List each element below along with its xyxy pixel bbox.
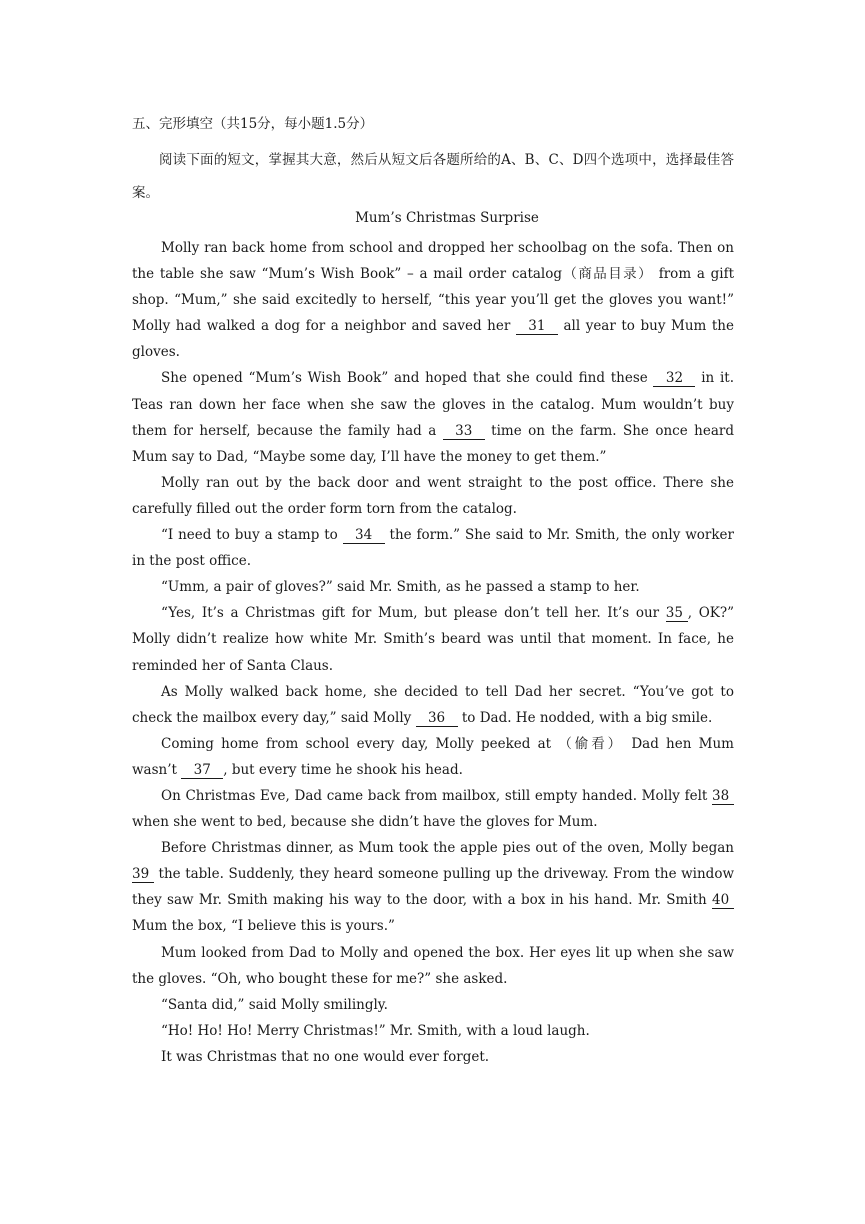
paragraph-9 [132, 783, 734, 835]
text: all year to buy Mum the gloves. [132, 318, 734, 361]
text: the table. Suddenly, they heard someone pulling up the driveway. From the window they saw Mr. Smith making his way to the door, with a box in his hand. Mr. Smith [132, 866, 734, 909]
story-body [132, 235, 734, 1070]
paragraph-10 [132, 835, 734, 939]
text: time on the farm. She once heard Mum say to Dad, “Maybe some day, I’ll have the money to get them.” [132, 422, 735, 465]
blank-31: 31 [516, 319, 558, 335]
story-title: Mum’s Christmas Surprise [355, 210, 539, 226]
blank-35: 35 [666, 606, 688, 622]
paragraph-13: “Ho! Ho! Ho! Merry Christmas!” Mr. Smith, with a loud laugh. [161, 1022, 590, 1039]
text: “Yes, It’s a Christmas gift for Mum, but please don’t tell her. It’s our [161, 605, 666, 622]
blank-40: 40 [712, 893, 734, 909]
paragraph-4 [132, 522, 734, 574]
blank-36: 36 [416, 711, 458, 727]
text: On Christmas Eve, Dad came back from mailbox, still empty handed. Molly felt [161, 787, 712, 804]
paragraph-8 [132, 731, 734, 783]
paragraph-3: Molly ran out by the back door and went straight to the post office. There she carefully filled out the order form torn from the catalog. [132, 474, 734, 517]
text: in it. Teas ran down her face when she saw the gloves in the catalog. Mum wouldn’t buy them for herself, because the family had a [132, 370, 734, 439]
blank-39: 39 [132, 867, 154, 883]
paragraph-6 [132, 600, 734, 678]
text: when she went to bed, because she didn’t have the gloves for Mum. [132, 814, 598, 831]
blank-33: 33 [443, 424, 485, 440]
paragraph-12: “Santa did,” said Molly smilingly. [161, 996, 388, 1013]
blank-34: 34 [343, 528, 385, 544]
text: Before Christmas dinner, as Mum took the apple pies out of the oven, Molly began [161, 840, 734, 857]
paragraph-5: “Umm, a pair of gloves?” said Mr. Smith, as he passed a stamp to her. [161, 579, 640, 596]
text: As Molly walked back home, she decided to tell Dad her secret. “You’ve got to check the mailbox every day,” said Molly [132, 683, 734, 726]
section-heading: 五、完形填空（共15分，每小题1.5分） [132, 116, 374, 132]
text: Molly ran back home from school and dropped her schoolbag on the sofa. Then on the table she saw “Mum’s Wish Book” – a mail order catalog（商品目录） from a gift shop. “Mum,” she said excitedly to herself, “this year you’ll get the gloves you want!” Molly had walked a dog for a neighbor and saved her [132, 240, 734, 335]
paragraph-7 [132, 679, 734, 731]
paragraph-11: Mum looked from Dad to Molly and opened the box. Her eyes lit up when she saw the gloves. “Oh, who bought these for me?” she asked. [132, 944, 734, 987]
text: to Dad. He nodded, with a big smile. [457, 709, 713, 726]
text: the form.” She said to Mr. Smith, the only worker in the post office. [132, 527, 734, 570]
blank-38: 38 [712, 789, 734, 805]
paragraph-14: It was Christmas that no one would ever forget. [161, 1048, 490, 1065]
blank-37: 37 [181, 763, 223, 779]
text: , OK?” Molly didn’t realize how white Mr. Smith’s beard was until that moment. In face, he reminded her of Santa Claus. [132, 605, 735, 674]
text: Mum the box, “I believe this is yours.” [132, 918, 395, 935]
instructions: 阅读下面的短文，掌握其大意，然后从短文后各题所给的A、B、C、D四个选项中，选择最佳答案。 [132, 152, 734, 201]
text: She opened “Mum’s Wish Book” and hoped that she could find these [161, 370, 654, 387]
blank-32: 32 [653, 371, 695, 387]
text: “I need to buy a stamp to [161, 527, 343, 544]
text: Coming home from school every day, Molly peeked at （偷看） Dad hen Mum wasn’t [132, 735, 734, 778]
paragraph-2 [132, 365, 734, 469]
paragraph-1 [132, 235, 734, 365]
text: , but every time he shook his head. [223, 761, 463, 778]
